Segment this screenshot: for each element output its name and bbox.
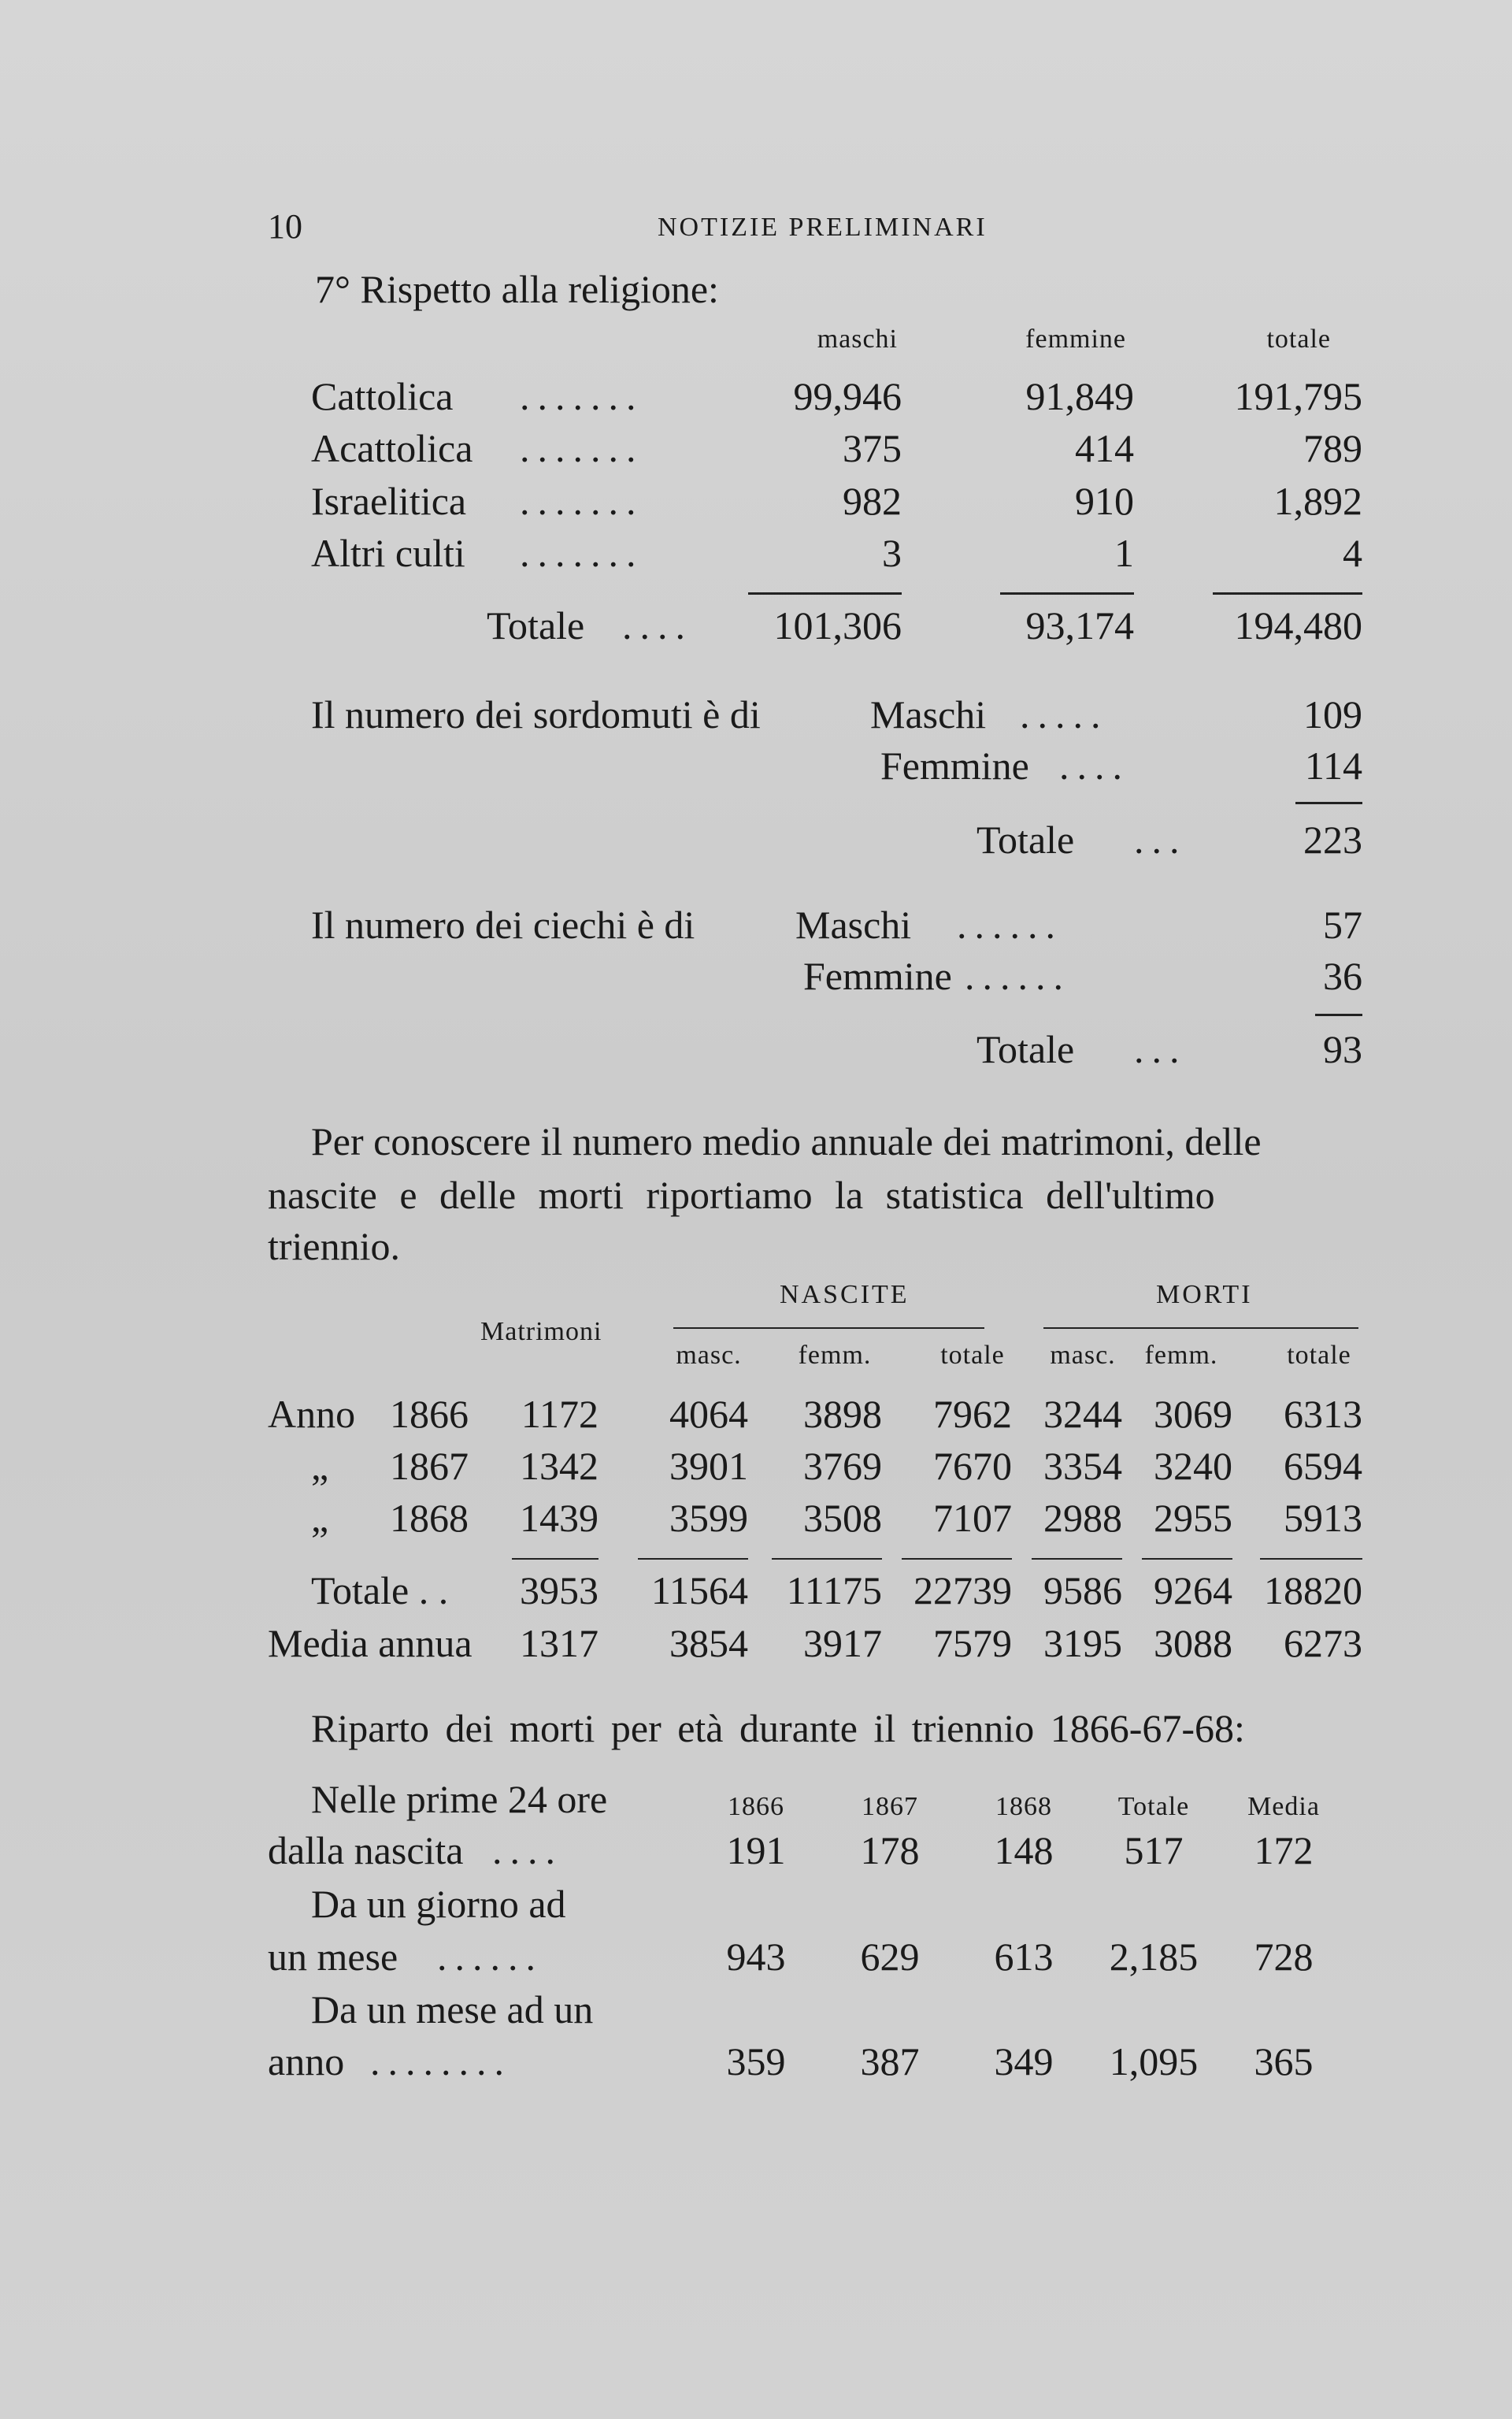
vital-row-prefix: Anno <box>268 1392 356 1436</box>
paragraph-line-1: Per conoscere il numero medio annuale dei matrimoni, delle <box>311 1119 1262 1163</box>
blind-female-label: Femmine <box>803 954 952 998</box>
religion-maschi-value: 982 <box>843 479 902 523</box>
vital-row-year: 1868 <box>390 1496 469 1540</box>
religion-totale-value: 1,892 <box>1273 479 1362 523</box>
religion-maschi-value: 375 <box>843 426 902 470</box>
vital-total-label: Totale . . <box>311 1568 449 1612</box>
deaths-age-value: 365 <box>1254 2039 1314 2083</box>
sum-rule <box>1000 592 1134 595</box>
deaths-age-label-line2: un mese <box>268 1935 398 1979</box>
deaths-age-value: 172 <box>1254 1828 1314 1872</box>
blind-intro: Il numero dei ciechi è di <box>311 903 695 947</box>
sum-rule <box>1213 592 1362 595</box>
religion-row-label: Altri culti <box>311 531 465 575</box>
vital-media-value: 3195 <box>1043 1621 1122 1665</box>
vital-value: 5913 <box>1284 1496 1362 1540</box>
page-number: 10 <box>268 207 302 246</box>
blind-total-value: 93 <box>1323 1027 1362 1071</box>
leader-dots: ....... <box>520 479 644 523</box>
deafmute-total-label: Totale <box>976 818 1075 862</box>
sum-rule <box>1142 1558 1232 1560</box>
vital-value: 3901 <box>669 1444 748 1488</box>
religion-total-femmine: 93,174 <box>1025 603 1134 647</box>
vital-value: 3898 <box>803 1392 882 1436</box>
deaths-age-heading: Riparto dei morti per età durante il triennio 1866-67-68: <box>311 1706 1245 1750</box>
vital-total-value: 11175 <box>786 1568 882 1612</box>
vital-value: 3508 <box>803 1496 882 1540</box>
deaths-age-value: 191 <box>726 1828 786 1872</box>
sum-rule <box>1315 1014 1362 1016</box>
vital-row-prefix: „ <box>311 1496 329 1540</box>
deaths-age-value: 728 <box>1254 1935 1314 1979</box>
deaths-age-value: 148 <box>994 1828 1054 1872</box>
leader-dots: .... <box>1059 744 1130 788</box>
sum-rule <box>512 1558 598 1560</box>
vital-row-prefix: „ <box>311 1444 329 1488</box>
leader-dots: .... <box>492 1828 563 1872</box>
vital-value: 2988 <box>1043 1496 1122 1540</box>
deaths-age-value: 517 <box>1124 1828 1184 1872</box>
leader-dots: ..... <box>1020 692 1109 736</box>
blind-male-value: 57 <box>1323 903 1362 947</box>
vital-total-value: 11564 <box>650 1568 748 1612</box>
deafmute-male-value: 109 <box>1303 692 1362 736</box>
vital-row-year: 1867 <box>390 1444 469 1488</box>
religion-row-label: Acattolica <box>311 426 473 470</box>
leader-dots: .... <box>622 603 693 647</box>
vital-matrimoni: 1342 <box>520 1444 598 1488</box>
vital-value: 2955 <box>1154 1496 1232 1540</box>
deaths-age-label-line2: anno <box>268 2039 345 2083</box>
deaths-age-value: 178 <box>860 1828 920 1872</box>
deaths-age-label-line1: Nelle prime 24 ore <box>311 1777 608 1821</box>
vital-value: 4064 <box>669 1392 748 1436</box>
religion-maschi-value: 3 <box>882 531 902 575</box>
religion-total-totale: 194,480 <box>1234 603 1362 647</box>
deaths-age-col: 1866 <box>728 1792 784 1821</box>
leader-dots: ....... <box>520 374 644 418</box>
deafmute-total-value: 223 <box>1303 818 1362 862</box>
religion-row-label: Cattolica <box>311 374 454 418</box>
vital-media-matrimoni: 1317 <box>520 1621 598 1665</box>
vital-media-label: Media annua <box>268 1621 472 1665</box>
vital-sub-col: masc. <box>676 1341 742 1370</box>
sum-rule <box>1260 1558 1362 1560</box>
religion-femmine-value: 1 <box>1114 531 1134 575</box>
sum-rule <box>772 1558 882 1560</box>
vital-value: 7670 <box>933 1444 1012 1488</box>
vital-group-morti: MORTI <box>1156 1280 1253 1309</box>
running-title: NOTIZIE PRELIMINARI <box>658 213 988 242</box>
deaths-age-value: 613 <box>994 1935 1054 1979</box>
leader-dots: ....... <box>520 531 644 575</box>
leader-dots: ... <box>1134 1027 1188 1071</box>
vital-media-value: 3088 <box>1154 1621 1232 1665</box>
vital-row-year: 1866 <box>390 1392 469 1436</box>
vital-value: 6313 <box>1284 1392 1362 1436</box>
deaths-age-value: 629 <box>860 1935 920 1979</box>
vital-sub-col: femm. <box>1144 1341 1218 1370</box>
deaths-age-value: 1,095 <box>1109 2039 1199 2083</box>
religion-totale-value: 191,795 <box>1234 374 1362 418</box>
vital-sub-col: totale <box>940 1341 1005 1370</box>
vital-value: 7962 <box>933 1392 1012 1436</box>
blind-female-value: 36 <box>1323 954 1362 998</box>
vital-col-matrimoni: Matrimoni <box>480 1317 602 1346</box>
vital-value: 3240 <box>1154 1444 1232 1488</box>
sum-rule <box>748 592 902 595</box>
deafmute-intro: Il numero dei sordomuti è di <box>311 692 761 736</box>
leader-dots: ........ <box>370 2039 512 2083</box>
religion-col-maschi: maschi <box>817 325 898 354</box>
religion-row-label: Israelitica <box>311 479 467 523</box>
paragraph-line-2: nascite e delle morti riportiamo la statistica dell'ultimo <box>268 1173 1215 1217</box>
vital-matrimoni: 1439 <box>520 1496 598 1540</box>
vital-media-value: 6273 <box>1284 1621 1362 1665</box>
religion-totale-value: 4 <box>1343 531 1362 575</box>
religion-femmine-value: 91,849 <box>1025 374 1134 418</box>
sum-rule <box>1032 1558 1122 1560</box>
deaths-age-label-line1: Da un giorno ad <box>311 1882 566 1926</box>
vital-value: 3354 <box>1043 1444 1122 1488</box>
vital-sub-col: femm. <box>798 1341 872 1370</box>
deaths-age-col: 1868 <box>995 1792 1052 1821</box>
religion-femmine-value: 910 <box>1075 479 1134 523</box>
deaths-age-col: Totale <box>1117 1792 1190 1821</box>
vital-value: 3769 <box>803 1444 882 1488</box>
vital-media-value: 3854 <box>669 1621 748 1665</box>
vital-total-matrimoni: 3953 <box>520 1568 598 1612</box>
vital-media-value: 7579 <box>933 1621 1012 1665</box>
sum-rule <box>1295 802 1362 804</box>
deaths-age-value: 2,185 <box>1109 1935 1199 1979</box>
leader-dots: ...... <box>957 903 1063 947</box>
vital-sub-col: masc. <box>1050 1341 1116 1370</box>
vital-matrimoni: 1172 <box>521 1392 598 1436</box>
deaths-age-value: 359 <box>726 2039 786 2083</box>
religion-col-femmine: femmine <box>1025 325 1126 354</box>
deafmute-male-label: Maschi <box>870 692 987 736</box>
vital-sub-col: totale <box>1287 1341 1351 1370</box>
religion-heading: 7° Rispetto alla religione: <box>315 267 719 311</box>
leader-dots: ...... <box>437 1935 543 1979</box>
vital-media-value: 3917 <box>803 1621 882 1665</box>
vital-value: 3599 <box>669 1496 748 1540</box>
deaths-age-value: 943 <box>726 1935 786 1979</box>
vital-total-value: 9264 <box>1154 1568 1232 1612</box>
deaths-age-label-line1: Da un mese ad un <box>311 1987 594 2031</box>
deaths-age-col: Media <box>1247 1792 1320 1821</box>
religion-totale-value: 789 <box>1303 426 1362 470</box>
vital-total-value: 9586 <box>1043 1568 1122 1612</box>
religion-col-totale: totale <box>1266 325 1331 354</box>
deaths-age-value: 349 <box>994 2039 1054 2083</box>
vital-value: 7107 <box>933 1496 1012 1540</box>
deaths-age-col: 1867 <box>862 1792 918 1821</box>
religion-maschi-value: 99,946 <box>793 374 902 418</box>
leader-dots: ...... <box>965 954 1071 998</box>
vital-total-value: 22739 <box>914 1568 1012 1612</box>
blind-total-label: Totale <box>976 1027 1075 1071</box>
group-brace-nascite <box>673 1327 984 1329</box>
religion-total-label: Totale <box>487 603 585 647</box>
deafmute-female-label: Femmine <box>880 744 1029 788</box>
deaths-age-value: 387 <box>860 2039 920 2083</box>
sum-rule <box>638 1558 748 1560</box>
religion-total-maschi: 101,306 <box>773 603 902 647</box>
paragraph-line-3: triennio. <box>268 1224 401 1268</box>
vital-value: 3244 <box>1043 1392 1122 1436</box>
vital-value: 3069 <box>1154 1392 1232 1436</box>
leader-dots: ... <box>1134 818 1188 862</box>
vital-total-value: 18820 <box>1264 1568 1362 1612</box>
leader-dots: ....... <box>520 426 644 470</box>
vital-value: 6594 <box>1284 1444 1362 1488</box>
vital-group-nascite: NASCITE <box>780 1280 910 1309</box>
sum-rule <box>902 1558 1012 1560</box>
deaths-age-label-line2: dalla nascita <box>268 1828 464 1872</box>
group-brace-morti <box>1043 1327 1358 1329</box>
religion-femmine-value: 414 <box>1075 426 1134 470</box>
deafmute-female-value: 114 <box>1304 744 1362 788</box>
blind-male-label: Maschi <box>795 903 912 947</box>
